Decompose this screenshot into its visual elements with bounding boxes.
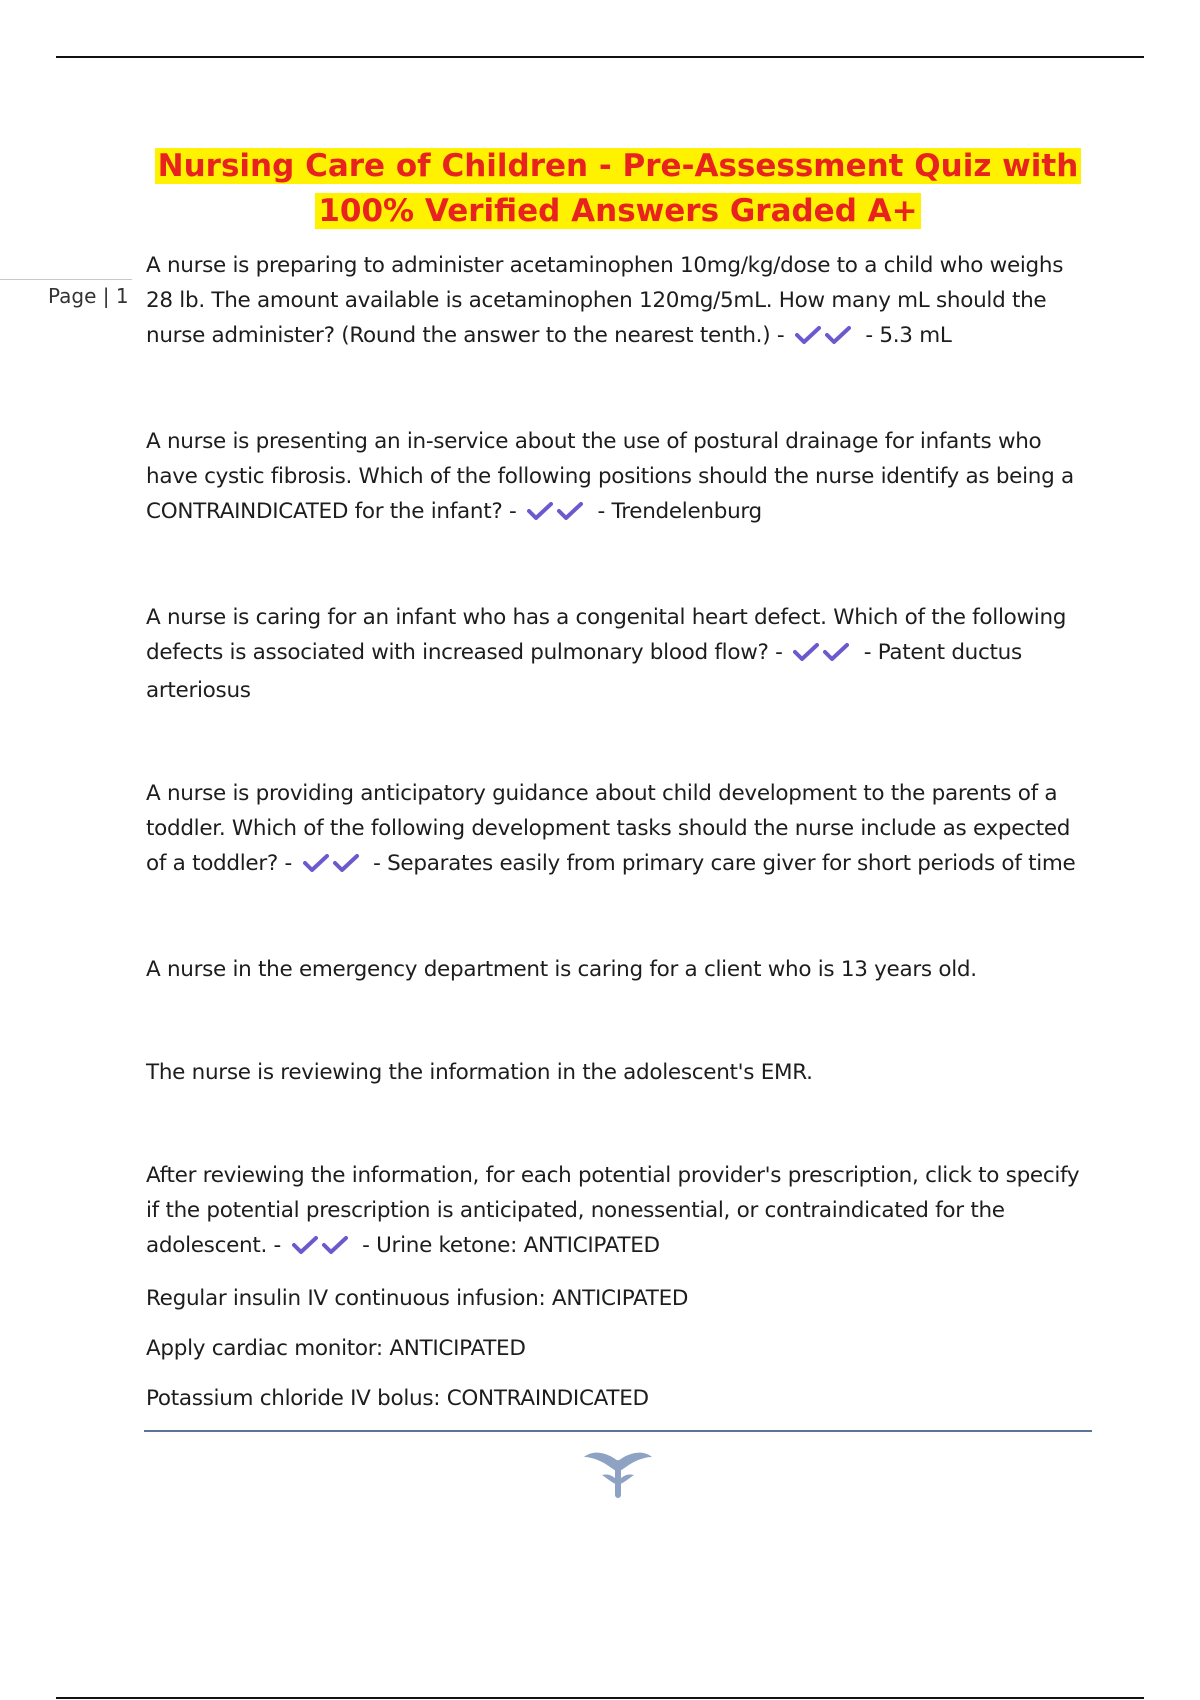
question-text: After reviewing the information, for each potential provider's prescription, click to specify if the potential prescription is anticipated, nonessential, or contraindicated for the adolescent. -: [146, 1163, 1080, 1258]
checkmark-icon: [527, 501, 553, 521]
scroll-ornament-logo: [580, 1447, 656, 1504]
checkmark-icon: [793, 642, 819, 662]
answer-line: Apply cardiac monitor: ANTICIPATED: [146, 1336, 526, 1361]
question-3: [146, 600, 1090, 708]
question-1: [146, 248, 1090, 356]
checkmark-icon: [333, 853, 359, 873]
checkmark-icon: [303, 853, 329, 873]
answer-text: - 5.3 mL: [865, 323, 952, 348]
bottom-rule: [56, 1697, 1144, 1699]
answer-text: - Patent ductus arteriosus: [146, 640, 1022, 703]
quiz-content: [146, 248, 1090, 1416]
page-number: Page | 1: [48, 284, 129, 308]
answer-text: - Urine ketone: ANTICIPATED: [362, 1233, 660, 1258]
checkmark-icon: [292, 1235, 318, 1255]
question-text: A nurse is caring for an infant who has a congenital heart defect. Which of the following defects is associated with increased pulmonary blood flow? -: [146, 605, 1067, 665]
checkmark-icon: [825, 325, 851, 345]
checkmark-icon: [322, 1235, 348, 1255]
scenario-emr: The nurse is reviewing the information in the adolescent's EMR.: [146, 1060, 813, 1085]
question-text: A nurse is providing anticipatory guidance about child development to the parents of a toddler. Which of the following development tasks should the nurse include as expected of a toddler? -: [146, 781, 1071, 876]
checkmark-icon: [795, 325, 821, 345]
double-checkmark: [292, 1231, 352, 1266]
checkmark-icon: [823, 642, 849, 662]
double-checkmark: [527, 497, 587, 532]
question-text: A nurse is preparing to administer acetaminophen 10mg/kg/dose to a child who weighs 28 lb. The amount available is acetaminophen 120mg/5mL. How many mL should the nurse administer? (Round the answer to the nearest tenth.) -: [146, 253, 1064, 348]
checkmark-icon: [557, 501, 583, 521]
title-line-1: Nursing Care of Children - Pre-Assessment Quiz with: [155, 148, 1082, 184]
document-title: [146, 144, 1090, 234]
double-checkmark: [303, 849, 363, 884]
double-checkmark: [793, 638, 853, 673]
question-5: [146, 1158, 1090, 1266]
question-2: [146, 424, 1090, 532]
answer-line: Potassium chloride IV bolus: CONTRAINDICATED: [146, 1386, 649, 1411]
top-rule: [56, 56, 1144, 58]
scenario-intro: A nurse in the emergency department is caring for a client who is 13 years old.: [146, 957, 977, 982]
margin-rule: [0, 279, 132, 280]
question-4: [146, 776, 1090, 884]
footer-rule: [144, 1430, 1092, 1432]
title-line-2: 100% Verified Answers Graded A+: [315, 193, 920, 229]
question-text: A nurse is presenting an in-service about the use of postural drainage for infants who have cystic fibrosis. Which of the following positions should the nurse identify as being a CONTRAINDICATED for the infant? -: [146, 429, 1074, 524]
double-checkmark: [795, 321, 855, 356]
answer-text: - Separates easily from primary care giver for short periods of time: [373, 851, 1076, 876]
answer-line: Regular insulin IV continuous infusion: ANTICIPATED: [146, 1286, 689, 1311]
answer-text: - Trendelenburg: [597, 499, 762, 524]
